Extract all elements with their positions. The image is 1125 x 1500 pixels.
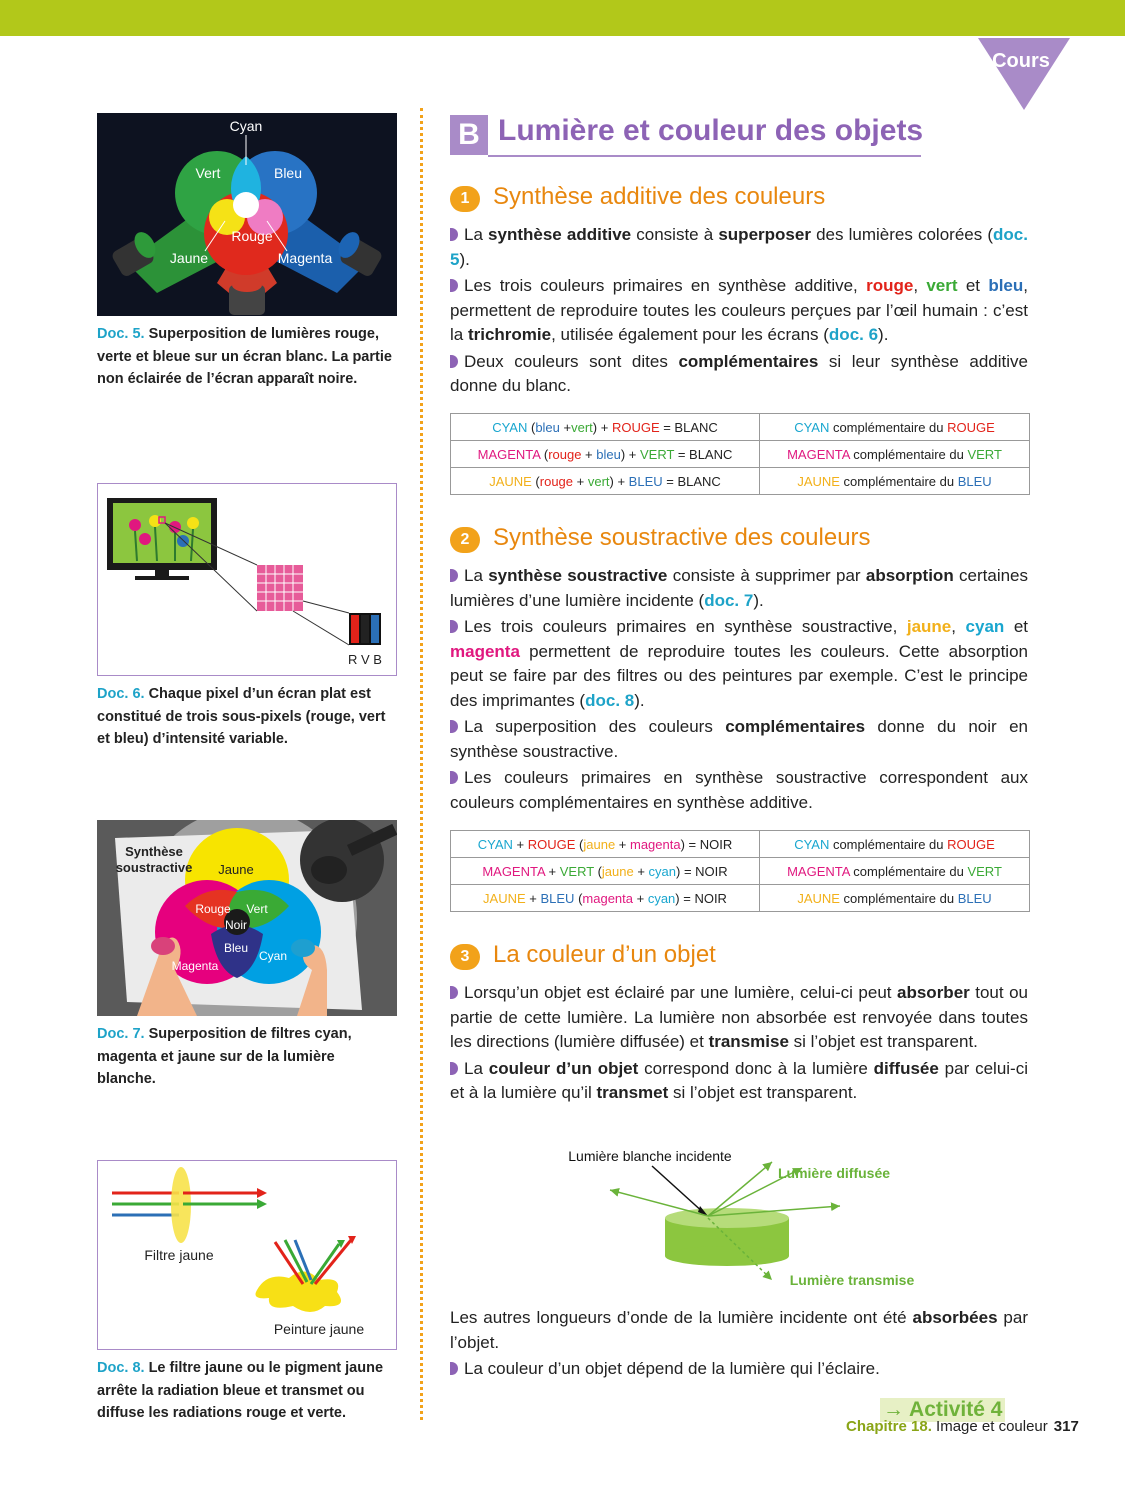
section-title-underline [488, 155, 921, 157]
bullet-icon [450, 720, 458, 733]
bullet-icon [450, 279, 458, 292]
table-cell: JAUNE + BLEU (magenta + cyan) = NOIR [451, 885, 760, 912]
doc5-caption-text: Superposition de lumières rouge, verte et bleue sur un écran blanc. La partie non éclairée de l’écran apparaît noire. [97, 326, 392, 387]
s3-paragraph-2: La couleur d’un objet correspond donc à la lumière diffusée par celui-ci et à la lumière qu’il transmet si l’objet est transparent. [450, 1058, 1028, 1102]
doc8-reference-link[interactable]: doc. 8 [585, 690, 635, 710]
doc5-label-magenta: Magenta [277, 250, 333, 266]
bullet-icon [450, 355, 458, 368]
diagram-label-transmise: Lumière transmise [789, 1272, 915, 1288]
s2-title: Synthèse soustractive des couleurs [493, 524, 871, 551]
doc7-caption [97, 1023, 397, 1091]
s3-paragraph-3: Les autres longueurs d’onde de la lumière incidente ont été absorbées par l’objet. [450, 1308, 1028, 1352]
bullet-icon [450, 228, 458, 241]
table-row [451, 414, 1030, 441]
doc8-caption [97, 1357, 397, 1425]
subtractive-synthesis-table [450, 830, 1030, 912]
doc7-caption-ref: Doc. 7. [97, 1026, 145, 1042]
bullet-icon [450, 1362, 458, 1375]
doc6-caption [97, 683, 397, 751]
s3-text-end [450, 1306, 1028, 1382]
bullet-icon [450, 771, 458, 784]
s3-text [450, 981, 1028, 1106]
doc5-label-rouge: Rouge [231, 228, 273, 244]
doc8-caption-text: Le filtre jaune ou le pigment jaune arrête la radiation bleue et transmet ou diffuse les radiations rouge et verte. [97, 1360, 384, 1421]
doc8-label-filtre: Filtre jaune [144, 1247, 214, 1263]
doc7-label-noir: Noir [224, 918, 248, 932]
diagram-label-incident: Lumière blanche incidente [568, 1148, 732, 1164]
doc5-label-cyan: Cyan [229, 118, 263, 134]
object-light-diagram [540, 1140, 940, 1300]
table-cell: CYAN complémentaire du ROUGE [760, 831, 1030, 858]
page-footer [846, 1418, 1079, 1435]
activity-4-link[interactable]: → Activité 4 [880, 1398, 1005, 1422]
s2-paragraph-2: Les trois couleurs primaires en synthèse soustractive, jaune, cyan et magenta permettent de reproduire toutes les couleurs. Cette absorption peut se faire par des filtres ou des peintures par exemple. C’est le principe des imprimantes (doc. 8). [450, 617, 1028, 710]
s3-paragraph-1: Lorsqu’un objet est éclairé par une lumière, celui-ci peut absorber tout ou partie de cette lumière. La lumière non absorbée est renvoyée dans toutes les directions (lumière diffusée) et transmise si l’objet est transparent. [450, 983, 1028, 1051]
doc6-caption-ref: Doc. 6. [97, 686, 145, 702]
additive-synthesis-table [450, 413, 1030, 495]
table-cell: CYAN (bleu +vert) + ROUGE = BLANC [451, 414, 760, 441]
doc5-label-jaune: Jaune [169, 250, 209, 266]
doc7-caption-text: Superposition de filtres cyan, magenta et jaune sur de la lumière blanche. [97, 1026, 352, 1087]
bullet-icon [450, 569, 458, 582]
table-cell: CYAN + ROUGE (jaune + magenta) = NOIR [451, 831, 760, 858]
s2-number-badge: 2 [450, 527, 480, 553]
doc7-figure [97, 820, 397, 1016]
doc7-label-rouge: Rouge [195, 902, 231, 916]
doc7-reference-link[interactable]: doc. 7 [704, 590, 754, 610]
diagram-label-diffusee: Lumière diffusée [777, 1165, 891, 1181]
bullet-icon [450, 1062, 458, 1075]
doc5-caption [97, 323, 397, 391]
section-title: Lumière et couleur des objets [498, 114, 924, 147]
s3-title: La couleur d’un objet [493, 941, 716, 968]
doc8-figure [97, 1160, 397, 1350]
table-cell: MAGENTA complémentaire du VERT [760, 441, 1030, 468]
doc6-reference-link[interactable]: doc. 6 [828, 325, 879, 344]
doc6-figure [97, 483, 397, 676]
s1-paragraph-1: La synthèse additive consiste à superposer des lumières colorées (doc. 5). [450, 225, 1028, 269]
doc7-label-title2: soustractive [115, 860, 193, 875]
doc7-label-vert: Vert [246, 902, 268, 916]
s2-paragraph-4: Les couleurs primaires en synthèse soustractive correspondent aux couleurs complémentaires en synthèse additive. [450, 768, 1028, 812]
s1-title: Synthèse additive des couleurs [493, 183, 826, 210]
table-row [451, 441, 1030, 468]
s3-paragraph-4: La couleur d’un objet dépend de la lumière qui l’éclaire. [450, 1357, 1028, 1382]
s1-text [450, 223, 1028, 399]
table-row [451, 885, 1030, 912]
s3-number-badge: 3 [450, 944, 480, 970]
table-row [451, 468, 1030, 495]
footer-chapter: Chapitre 18. [846, 1418, 932, 1435]
table-cell: MAGENTA complémentaire du VERT [760, 858, 1030, 885]
table-cell: MAGENTA (rouge + bleu) + VERT = BLANC [451, 441, 760, 468]
table-row [451, 858, 1030, 885]
bullet-icon [450, 986, 458, 999]
doc7-label-bleu: Bleu [223, 941, 249, 955]
doc5-label-vert: Vert [195, 165, 221, 181]
doc6-label-rvb: R V B [348, 652, 382, 667]
s2-paragraph-3: La superposition des couleurs complémentaires donne du noir en synthèse soustractive. [450, 717, 1028, 761]
s1-paragraph-3: Deux couleurs sont dites complémentaires si leur synthèse additive donne du blanc. [450, 351, 1028, 395]
cours-tab-label: Cours [992, 50, 1050, 72]
column-divider [420, 108, 423, 1420]
doc7-label-title1: Synthèse [125, 844, 183, 859]
s2-text [450, 564, 1028, 815]
doc5-reference-link[interactable]: doc. 5 [450, 225, 1028, 269]
footer-chapter-title: Image et couleur [931, 1418, 1048, 1435]
doc5-caption-ref: Doc. 5. [97, 326, 145, 342]
table-cell: JAUNE complémentaire du BLEU [760, 468, 1030, 495]
table-cell: JAUNE complémentaire du BLEU [760, 885, 1030, 912]
section-letter-badge: B [450, 115, 488, 155]
doc5-label-bleu: Bleu [273, 165, 303, 181]
table-cell: MAGENTA + VERT (jaune + cyan) = NOIR [451, 858, 760, 885]
doc7-label-magenta: Magenta [171, 959, 219, 973]
s1-paragraph-2: Les trois couleurs primaires en synthèse additive, rouge, vert et bleu, permettent de reproduire toutes les couleurs perçues par l’œil humain : c’est la trichromie, utilisée également pour les écrans (doc. 6). [450, 276, 1029, 344]
doc7-label-jaune: Jaune [218, 862, 254, 877]
s2-paragraph-1: La synthèse soustractive consiste à supprimer par absorption certaines lumières d’une lumière incidente (doc. 7). [450, 566, 1028, 610]
doc8-label-peinture: Peinture jaune [273, 1321, 365, 1337]
s1-number-badge: 1 [450, 186, 480, 212]
cours-tab-triangle [0, 0, 1125, 120]
table-cell: JAUNE (rouge + vert) + BLEU = BLANC [451, 468, 760, 495]
bullet-icon [450, 620, 458, 633]
footer-page-number: 317 [1053, 1418, 1079, 1435]
doc6-caption-text: Chaque pixel d’un écran plat est constitué de trois sous-pixels (rouge, vert et bleu) d’intensité variable. [97, 686, 386, 747]
doc7-label-cyan: Cyan [258, 949, 288, 963]
doc8-caption-ref: Doc. 8. [97, 1360, 145, 1376]
table-row [451, 831, 1030, 858]
doc5-figure [97, 113, 397, 316]
table-cell: CYAN complémentaire du ROUGE [760, 414, 1030, 441]
